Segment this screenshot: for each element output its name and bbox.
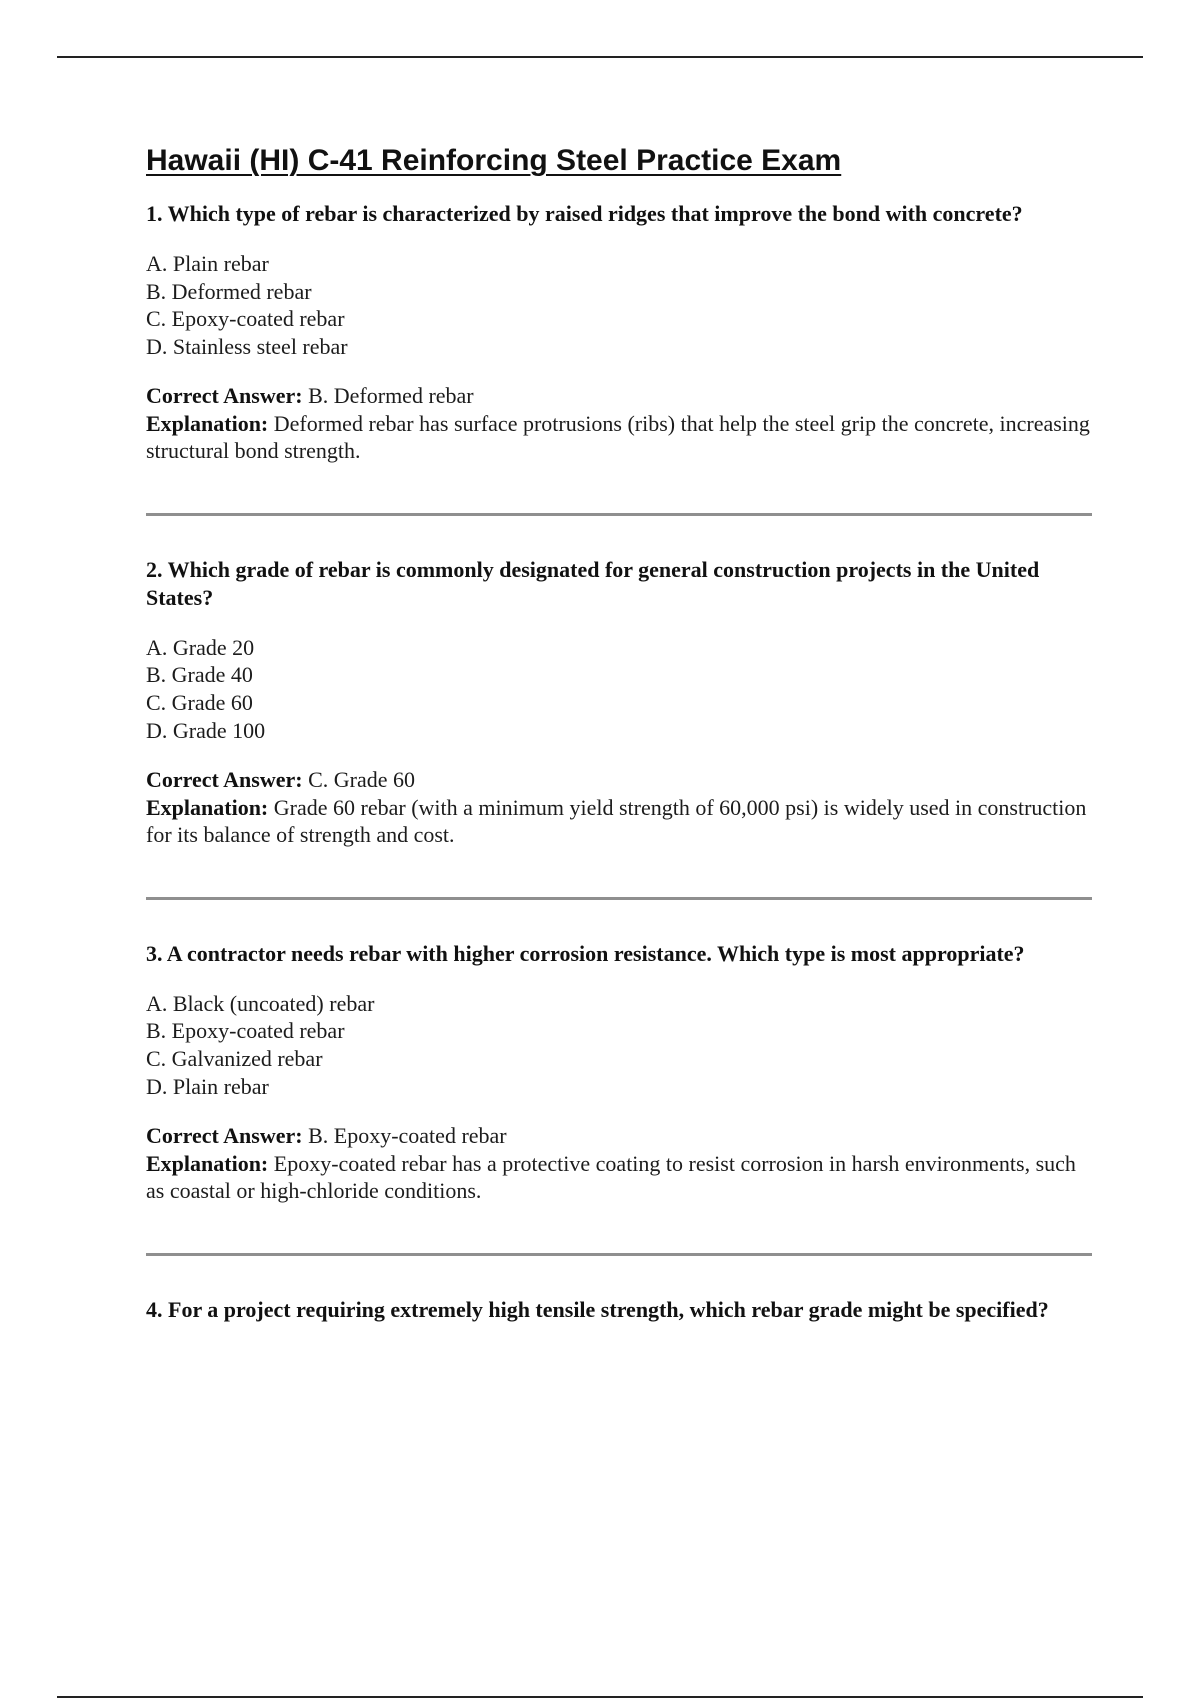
explanation-text: Epoxy-coated rebar has a protective coating to resist corrosion in harsh environments, such as coastal or high-chloride conditions.	[146, 1150, 1076, 1204]
exam-document	[146, 142, 1092, 1346]
question-3-options	[146, 990, 1092, 1100]
correct-answer-label: Correct Answer:	[146, 767, 303, 793]
explanation-text: Grade 60 rebar (with a minimum yield strength of 60,000 psi) is widely used in construction for its balance of strength and cost.	[146, 794, 1087, 848]
explanation-label: Explanation:	[146, 1150, 269, 1176]
question-4-text: 4. For a project requiring extremely high tensile strength, which rebar grade might be specified?	[146, 1296, 1049, 1322]
option-c: C. Grade 60	[146, 690, 253, 716]
option-b: B. Deformed rebar	[146, 278, 312, 304]
question-1-answer-block	[146, 382, 1092, 465]
explanation	[146, 410, 1092, 465]
exam-title: Hawaii (HI) C-41 Reinforcing Steel Practice Exam	[146, 144, 842, 177]
option-a: A. Plain rebar	[146, 251, 269, 276]
option-a: A. Black (uncoated) rebar	[146, 990, 375, 1016]
explanation-text: Deformed rebar has surface protrusions (ribs) that help the steel grip the concrete, increasing structural bond strength.	[146, 410, 1090, 464]
page-bottom-rule	[57, 1696, 1143, 1698]
option-b: B. Grade 40	[146, 662, 253, 688]
option-c: C. Galvanized rebar	[146, 1045, 323, 1071]
question-2-answer-block	[146, 766, 1092, 849]
question-divider	[146, 897, 1092, 900]
option-d: D. Grade 100	[146, 717, 266, 743]
question-1-options	[146, 250, 1092, 360]
question-1	[146, 200, 1092, 465]
question-divider	[146, 1253, 1092, 1256]
option-d: D. Plain rebar	[146, 1073, 269, 1099]
explanation-label: Explanation:	[146, 794, 269, 820]
option-d: D. Stainless steel rebar	[146, 333, 348, 359]
question-2-options	[146, 634, 1092, 744]
correct-answer	[146, 1122, 1092, 1150]
correct-answer	[146, 766, 1092, 794]
correct-answer-value: B. Epoxy-coated rebar	[308, 1123, 507, 1149]
explanation	[146, 794, 1092, 849]
question-divider	[146, 513, 1092, 516]
correct-answer-value: C. Grade 60	[308, 767, 416, 793]
option-c: C. Epoxy-coated rebar	[146, 306, 345, 332]
correct-answer-label: Correct Answer:	[146, 383, 303, 409]
correct-answer-value: B. Deformed rebar	[308, 383, 474, 409]
question-2	[146, 556, 1092, 849]
correct-answer-label: Correct Answer:	[146, 1123, 303, 1149]
correct-answer	[146, 382, 1092, 410]
option-a: A. Grade 20	[146, 634, 255, 660]
question-3-answer-block	[146, 1122, 1092, 1205]
explanation	[146, 1150, 1092, 1205]
question-4	[146, 1296, 1092, 1324]
question-2-text: 2. Which grade of rebar is commonly designated for general construction projects in the United States?	[146, 556, 1040, 610]
page-top-rule	[57, 56, 1143, 58]
explanation-label: Explanation:	[146, 410, 269, 436]
question-3-text: 3. A contractor needs rebar with higher corrosion resistance. Which type is most appropriate?	[146, 940, 1025, 966]
question-3	[146, 940, 1092, 1205]
option-b: B. Epoxy-coated rebar	[146, 1018, 345, 1044]
question-1-text: 1. Which type of rebar is characterized by raised ridges that improve the bond with concrete?	[146, 201, 1023, 226]
